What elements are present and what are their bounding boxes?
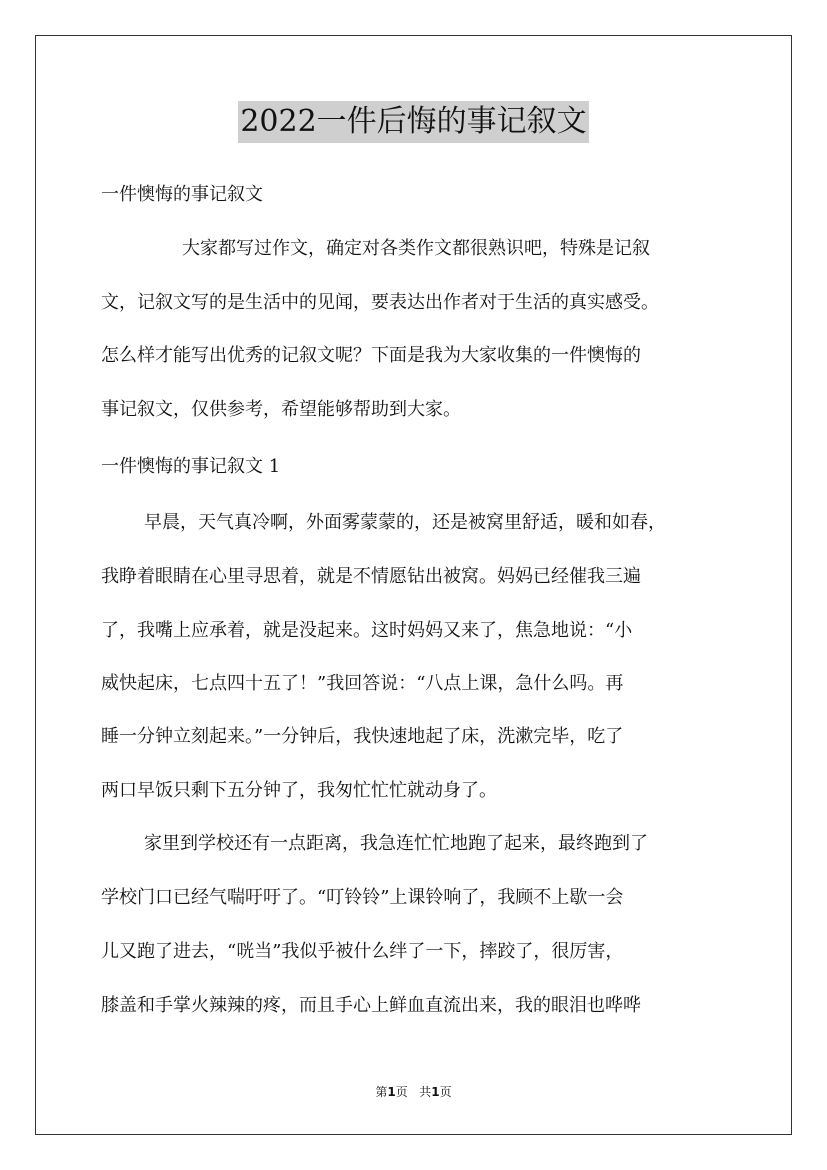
- page-suffix: 页: [395, 1085, 408, 1099]
- intro-line: 文，记叙文写的是生活中的见闻，要表达出作者对于生活的真实感受。: [101, 292, 659, 313]
- paragraph-line: 我睁着眼睛在心里寻思着，就是不情愿钻出被窝。妈妈已经催我三遍: [101, 566, 641, 587]
- paragraph-line: 威快起床，七点四十五了！”我回答说：“八点上课，急什么吗。再: [101, 673, 624, 694]
- paragraph-line: 两口早饭只剩下五分钟了，我匆忙忙忙就动身了。: [101, 780, 497, 801]
- paragraph-line: 早晨，天气真冷啊，外面雾蒙蒙的，还是被窝里舒适，暖和如春，: [144, 512, 666, 533]
- paragraph-line: 家里到学校还有一点距离，我急连忙忙地跑了起来，最终跑到了: [144, 833, 648, 854]
- total-pages: 1: [431, 1085, 440, 1099]
- intro-line: 大家都写过作文，确定对各类作文都很熟识吧，特殊是记叙: [182, 238, 650, 259]
- paragraph-line: 儿又跑了进去，“咣当”我似乎被什么绊了一下，摔跤了，很厉害，: [101, 941, 624, 962]
- section-heading: 一件懊悔的事记叙文 1: [101, 456, 281, 477]
- paragraph-line: 了，我嘴上应承着，就是没起来。这时妈妈又来了，焦急地说：“小: [101, 620, 633, 641]
- paragraph-line: 睡一分钟立刻起来。”一分钟后，我快速地起了床，洗漱完毕，吃了: [101, 726, 624, 747]
- paragraph-line: 膝盖和手掌火辣辣的疼，而且手心上鲜血直流出来，我的眼泪也哗哗: [101, 995, 641, 1016]
- paragraph-line: 学校门口已经气喘吁吁了。“叮铃铃”上课铃响了，我顾不上歇一会: [101, 887, 624, 908]
- total-prefix: 共: [419, 1085, 432, 1099]
- document-subtitle: 一件懊悔的事记叙文: [101, 184, 263, 205]
- document-title: 2022一件后悔的事记叙文: [238, 101, 588, 143]
- intro-line: 怎么样才能写出优秀的记叙文呢？下面是我为大家收集的一件懊悔的: [101, 345, 641, 366]
- title-container: [0, 101, 827, 143]
- total-suffix: 页: [439, 1085, 452, 1099]
- page-number: 1: [387, 1085, 396, 1099]
- page-footer: [0, 1084, 827, 1100]
- intro-line: 事记叙文，仅供参考，希望能够帮助到大家。: [101, 399, 461, 420]
- page-prefix: 第: [375, 1085, 388, 1099]
